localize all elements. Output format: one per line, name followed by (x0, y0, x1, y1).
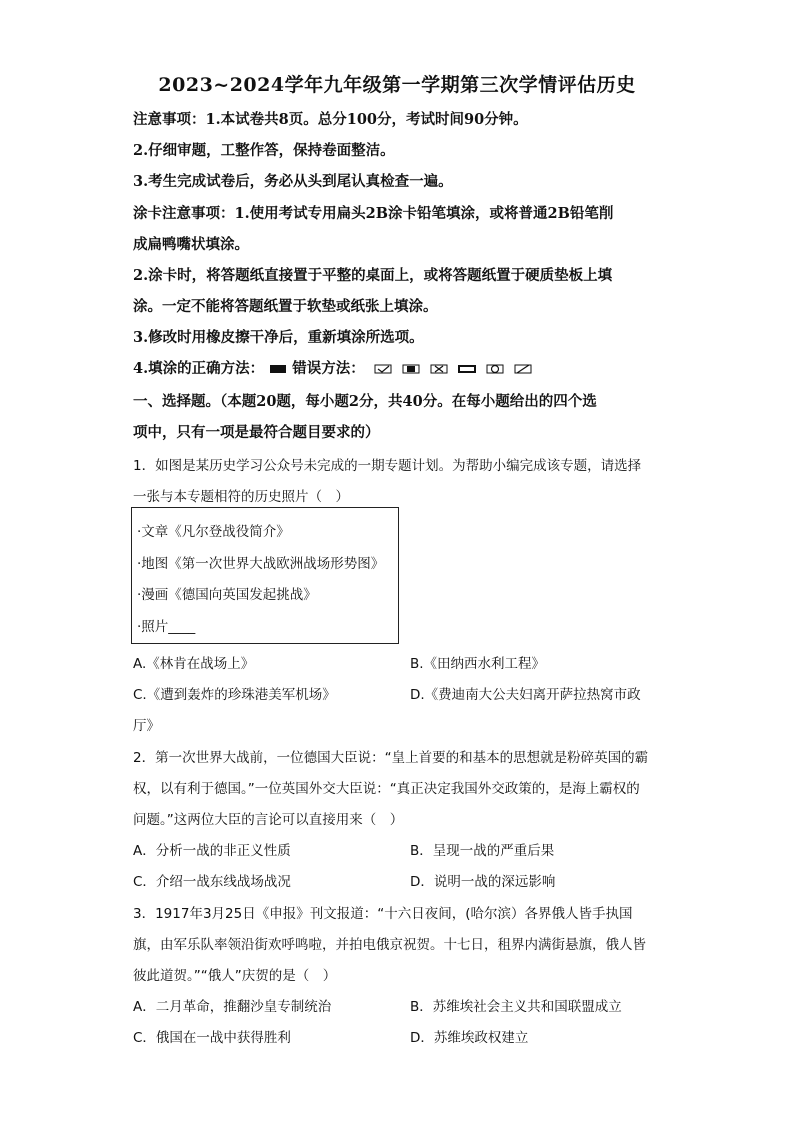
section-heading-line-1: 一、选择题。（本题20题，每小题2分，共40分。在每小题给出的四个选 (133, 393, 597, 410)
cross-bubble-icon (430, 363, 448, 375)
q2-option-a[interactable]: A．分析一战的非正义性质 (133, 843, 291, 859)
notes-line-2: 2.仔细审题，工整作答，保持卷面整洁。 (133, 142, 395, 159)
q3-stem-line-2: 旗，由军乐队率领沿街欢呼鸣啦，并拍电俄京祝贺。十七日，租界内满街悬旗，俄人皆 (133, 937, 646, 953)
q3-stem-line-1: 3．1917年3月25日《申报》刊文报道：“十六日夜间，(哈尔滨）各界俄人皆手执国 (133, 906, 633, 922)
filled-bubble-icon (269, 363, 287, 375)
q1-box-item-2: ·地图《第一次世界大战欧洲战场形势图》 (137, 556, 385, 572)
correct-method-label: 4.填涂的正确方法： (133, 360, 265, 377)
notes-line-4: 涂卡注意事项：1.使用考试专用扁头2B涂卡铅笔填涂，或将普通2B铅笔削 (133, 205, 614, 222)
wrong-marks (374, 363, 532, 375)
q1-option-a[interactable]: A.《林肯在战场上》 (133, 656, 255, 672)
q3-option-c[interactable]: C．俄国在一战中获得胜利 (133, 1030, 291, 1046)
q3-option-b[interactable]: B．苏维埃社会主义共和国联盟成立 (410, 999, 622, 1015)
q1-option-c[interactable]: C.《遭到轰炸的珍珠港美军机场》 (133, 687, 336, 703)
exam-title: 2023~2024学年九年级第一学期第三次学情评估历史 (158, 74, 636, 96)
q3-stem-line-3: 彼此道贺。”“俄人”庆贺的是（ ） (133, 968, 337, 984)
wrong-method-label: 错误方法： (292, 360, 365, 377)
q2-option-d[interactable]: D．说明一战的深远影响 (410, 874, 556, 890)
q1-box-item-4: ·照片____ (137, 619, 196, 635)
notes-line-6: 2.涂卡时，将答题纸直接置于平整的桌面上，或将答题纸置于硬质垫板上填 (133, 267, 613, 284)
q2-stem-line-1: 2．第一次世界大战前，一位德国大臣说：“皇上首要的和基本的思想就是粉碎英国的霸 (133, 750, 649, 766)
notes-line-8: 3.修改时用橡皮擦干净后，重新填涂所选项。 (133, 329, 424, 346)
notes-line-5: 成扁鸭嘴状填涂。 (133, 236, 249, 253)
outline-bubble-icon (458, 363, 476, 375)
notes-line-1: 注意事项：1.本试卷共8页。总分100分，考试时间90分钟。 (133, 111, 528, 128)
q1-stem-line-1: 1．如图是某历史学习公众号未完成的一期专题计划。为帮助小编完成该专题，请选择 (133, 458, 642, 474)
q1-box-item-3: ·漫画《德国向英国发起挑战》 (137, 587, 317, 603)
partial-fill-bubble-icon (402, 363, 420, 375)
q3-option-d[interactable]: D．苏维埃政权建立 (410, 1030, 529, 1046)
notes-line-9 (133, 357, 673, 378)
q1-option-b[interactable]: B.《田纳西水利工程》 (410, 656, 546, 672)
q1-stem-line-2: 一张与本专题相符的历史照片（ ） (133, 489, 349, 505)
q1-option-d-continued: 厅》 (133, 718, 160, 734)
circle-bubble-icon (486, 363, 504, 375)
q2-stem-line-2: 权，以有利于德国。”一位英国外交大臣说：“真正决定我国外交政策的，是海上霸权的 (133, 781, 640, 797)
q1-box-item-1: ·文章《凡尔登战役简介》 (137, 524, 290, 540)
check-mark-bubble-icon (374, 363, 392, 375)
section-heading-line-2: 项中，只有一项是最符合题目要求的） (133, 424, 380, 441)
q3-option-a[interactable]: A．二月革命，推翻沙皇专制统治 (133, 999, 332, 1015)
q2-stem-line-3: 问题。”这两位大臣的言论可以直接用来（ ） (133, 812, 404, 828)
q2-option-c[interactable]: C．介绍一战东线战场战况 (133, 874, 291, 890)
slash-bubble-icon (514, 363, 532, 375)
notes-line-7: 涂。一定不能将答题纸置于软垫或纸张上填涂。 (133, 298, 438, 315)
q2-option-b[interactable]: B．呈现一战的严重后果 (410, 843, 555, 859)
q1-option-d[interactable]: D.《费迪南大公夫妇离开萨拉热窝市政 (410, 687, 641, 703)
notes-line-3: 3.考生完成试卷后，务必从头到尾认真检查一遍。 (133, 173, 453, 190)
